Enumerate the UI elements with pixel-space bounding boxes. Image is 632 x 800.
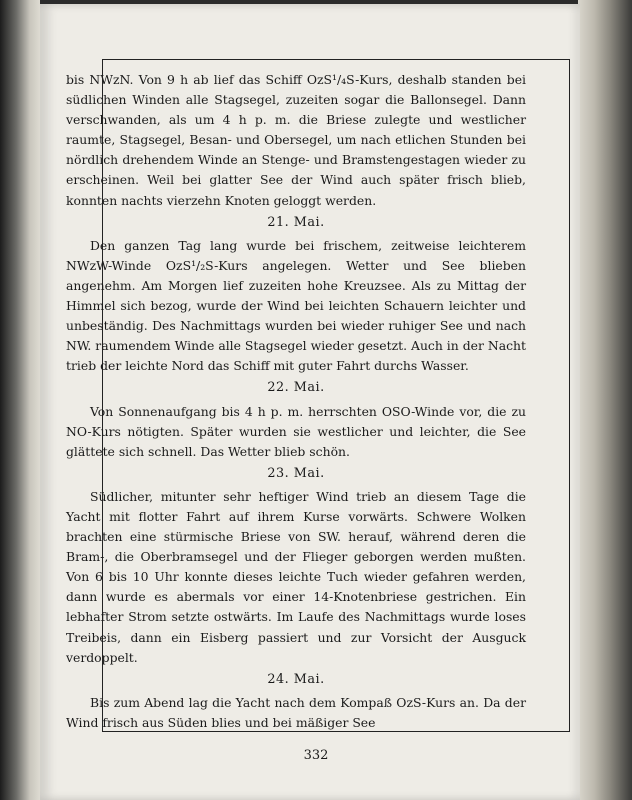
date-heading-21-mai: 21. Mai. bbox=[267, 214, 325, 230]
page-text-block bbox=[66, 70, 526, 733]
book-spine-edge bbox=[0, 0, 40, 800]
paragraph-continued: bis NWzN. Von 9 h ab lief das Schiff OzS¹/₄S-Kurs, deshalb standen bei südlichen Winden alle Stagsegel, zuzeiten sogar die Ballonsegel. Dann verschwanden, als um 4 h p. m. die Briese zulegte und westlicher raumte, Stagsegel, Besan- und Obersegel, um nach etlichen Stunden bei nördlich drehendem Winde an Stenge- und Bramstengestagen wieder zu erscheinen. Weil bei glatter See der Wind auch später frisch blieb, konnten nachts vierzehn Knoten geloggt werden. bbox=[66, 72, 526, 208]
date-heading-22-mai: 22. Mai. bbox=[267, 380, 325, 396]
page-number: 332 bbox=[303, 748, 329, 763]
paragraph-21-mai: Den ganzen Tag lang wurde bei frischem, zeitweise leichterem NWzW-Winde OzS¹/₂S-Kurs angelegen. Wetter und See blieben angenehm. Am Morgen lief zuzeiten hohe Kreuzsee. Als zu Mittag der Himmel sich bezog, wurde der Wind bei leichten Schauern leichter und unbeständig. Des Nachmittags wurden bei wieder ruhiger See und nach NW. raumendem Winde alle Stagsegel wieder gesetzt. Auch in der Nacht trieb der leichte Nord das Schiff mit guter Fahrt durchs Wasser. bbox=[66, 237, 526, 374]
paragraph-24-mai: Bis zum Abend lag die Yacht nach dem Kompaß OzS-Kurs an. Da der Wind frisch aus Süden blies und bei mäßiger See bbox=[66, 694, 526, 730]
book-page-stack-edge bbox=[578, 0, 632, 800]
date-heading-23-mai: 23. Mai. bbox=[267, 465, 325, 481]
paragraph-22-mai: Von Sonnenaufgang bis 4 h p. m. herrschten OSO-Winde vor, die zu NO-Kurs nötigten. Später wurden sie westlicher und leichter, die See glättete sich schnell. Das Wetter blieb schön. bbox=[66, 403, 526, 459]
date-heading-24-mai: 24. Mai. bbox=[267, 671, 325, 687]
paragraph-23-mai: Südlicher, mitunter sehr heftiger Wind trieb an diesem Tage die Yacht mit flotter Fahrt auf ihrem Kurse vorwärts. Schwere Wolken brachten eine stürmische Briese von SW. herauf, während deren die Bram-, die Oberbramsegel und der Flieger geborgen werden mußten. Von 6 bis 10 Uhr konnte dieses leichte Tuch wieder gefahren werden, dann wurde es abermals vor einer 14-Knotenbriese gestrichen. Ein lebhafter Strom setzte ostwärts. Im Laufe des Nachmittags wurde loses Treibeis, dann ein Eisberg passiert und zur Vorsicht der Ausguck verdoppelt. bbox=[66, 488, 526, 665]
